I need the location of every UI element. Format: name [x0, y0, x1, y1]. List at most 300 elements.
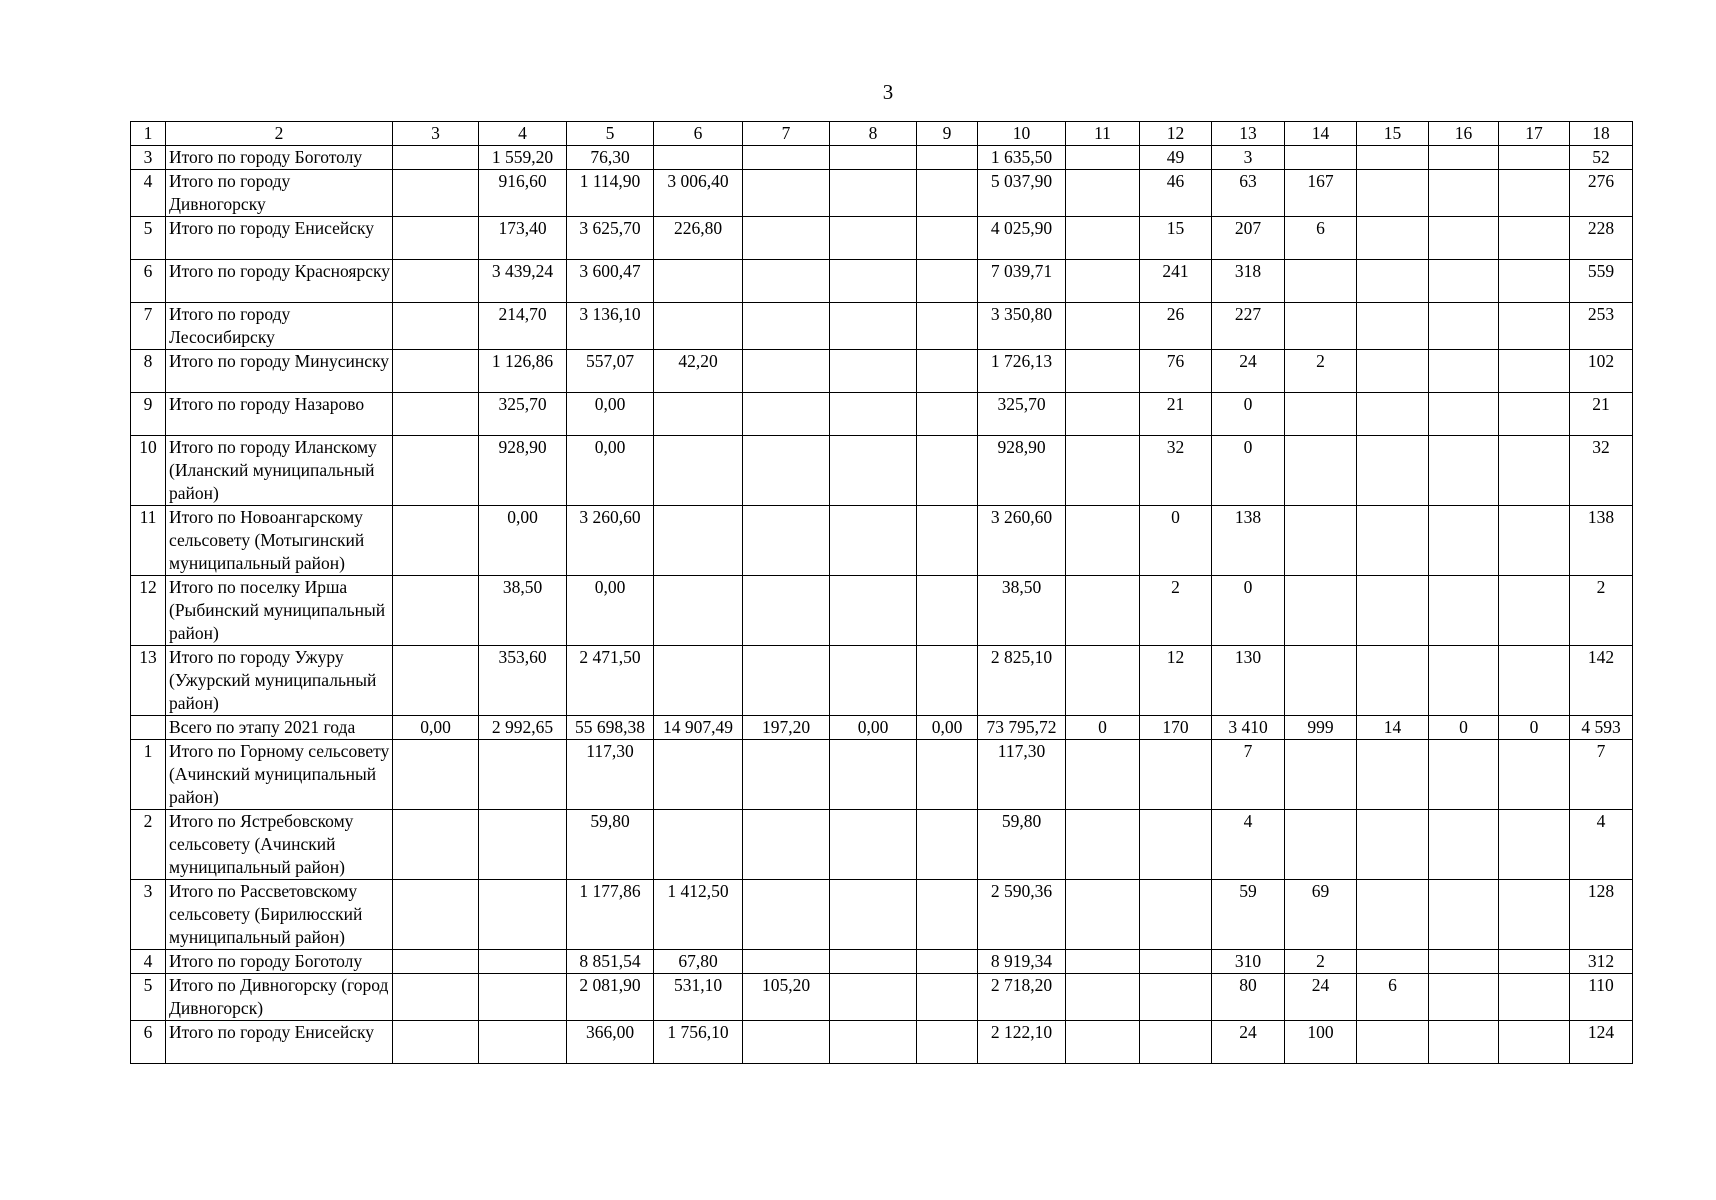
value-cell	[1499, 646, 1570, 716]
row-number-cell: 4	[131, 950, 166, 974]
value-cell	[393, 393, 479, 436]
value-cell	[917, 950, 978, 974]
value-cell	[393, 974, 479, 1021]
value-cell	[743, 393, 830, 436]
value-cell	[654, 436, 743, 506]
value-cell	[917, 740, 978, 810]
row-name-cell: Итого по городу Дивногорску	[166, 170, 393, 217]
value-cell	[1429, 950, 1499, 974]
value-cell: 0	[1212, 436, 1285, 506]
value-cell	[654, 576, 743, 646]
value-cell: 0,00	[393, 716, 479, 740]
table-row	[131, 436, 1633, 506]
value-cell	[1357, 393, 1429, 436]
table-row	[131, 646, 1633, 716]
row-name-cell: Итого по городу Енисейску	[166, 1021, 393, 1064]
row-number-cell: 13	[131, 646, 166, 716]
value-cell	[1499, 350, 1570, 393]
row-name-cell: Итого по городу Ужуру (Ужурский муниципальный район)	[166, 646, 393, 716]
table-row	[131, 716, 1633, 740]
value-cell	[917, 810, 978, 880]
value-cell	[393, 646, 479, 716]
value-cell: 42,20	[654, 350, 743, 393]
value-cell: 69	[1285, 880, 1357, 950]
value-cell: 117,30	[567, 740, 654, 810]
row-number-cell: 3	[131, 146, 166, 170]
column-header-7: 7	[743, 122, 830, 146]
value-cell: 276	[1570, 170, 1633, 217]
value-cell: 7	[1570, 740, 1633, 810]
table-row	[131, 950, 1633, 974]
value-cell: 0,00	[917, 716, 978, 740]
value-cell	[1429, 740, 1499, 810]
value-cell: 312	[1570, 950, 1633, 974]
value-cell: 0	[1212, 393, 1285, 436]
value-cell: 138	[1570, 506, 1633, 576]
value-cell	[1499, 740, 1570, 810]
value-cell	[917, 506, 978, 576]
value-cell: 1 114,90	[567, 170, 654, 217]
row-name-cell: Итого по городу Назарово	[166, 393, 393, 436]
value-cell: 353,60	[479, 646, 567, 716]
value-cell	[830, 350, 917, 393]
value-cell: 1 559,20	[479, 146, 567, 170]
value-cell: 0,00	[830, 716, 917, 740]
value-cell	[830, 303, 917, 350]
value-cell: 110	[1570, 974, 1633, 1021]
value-cell	[830, 217, 917, 260]
value-cell	[917, 393, 978, 436]
row-name-cell: Итого по городу Минусинску	[166, 350, 393, 393]
value-cell	[654, 393, 743, 436]
value-cell: 117,30	[978, 740, 1066, 810]
value-cell	[743, 170, 830, 217]
value-cell	[654, 810, 743, 880]
value-cell	[917, 303, 978, 350]
value-cell: 173,40	[479, 217, 567, 260]
value-cell	[743, 506, 830, 576]
value-cell	[1066, 217, 1140, 260]
value-cell: 142	[1570, 646, 1633, 716]
value-cell	[1499, 146, 1570, 170]
value-cell	[830, 880, 917, 950]
value-cell: 999	[1285, 716, 1357, 740]
value-cell: 557,07	[567, 350, 654, 393]
value-cell: 59,80	[567, 810, 654, 880]
column-header-11: 11	[1066, 122, 1140, 146]
value-cell	[830, 260, 917, 303]
value-cell: 2	[1285, 350, 1357, 393]
column-header-3: 3	[393, 122, 479, 146]
value-cell: 928,90	[978, 436, 1066, 506]
table-row	[131, 576, 1633, 646]
value-cell	[654, 506, 743, 576]
value-cell: 80	[1212, 974, 1285, 1021]
value-cell: 928,90	[479, 436, 567, 506]
table-row	[131, 740, 1633, 810]
value-cell: 24	[1285, 974, 1357, 1021]
value-cell: 100	[1285, 1021, 1357, 1064]
value-cell	[830, 974, 917, 1021]
value-cell: 3 006,40	[654, 170, 743, 217]
value-cell: 167	[1285, 170, 1357, 217]
value-cell	[830, 950, 917, 974]
value-cell	[830, 436, 917, 506]
value-cell	[1357, 646, 1429, 716]
value-cell: 226,80	[654, 217, 743, 260]
value-cell: 4 593	[1570, 716, 1633, 740]
value-cell	[1357, 576, 1429, 646]
value-cell	[654, 646, 743, 716]
value-cell: 8 851,54	[567, 950, 654, 974]
value-cell: 227	[1212, 303, 1285, 350]
value-cell	[917, 880, 978, 950]
value-cell	[479, 1021, 567, 1064]
value-cell: 0	[1066, 716, 1140, 740]
value-cell	[1429, 880, 1499, 950]
value-cell: 3 260,60	[567, 506, 654, 576]
value-cell: 2 590,36	[978, 880, 1066, 950]
row-number-cell: 11	[131, 506, 166, 576]
value-cell	[1066, 303, 1140, 350]
value-cell	[1066, 646, 1140, 716]
value-cell: 2 825,10	[978, 646, 1066, 716]
value-cell	[479, 950, 567, 974]
value-cell	[743, 436, 830, 506]
value-cell	[393, 350, 479, 393]
value-cell	[917, 646, 978, 716]
column-header-4: 4	[479, 122, 567, 146]
value-cell: 4	[1570, 810, 1633, 880]
value-cell	[393, 303, 479, 350]
value-cell	[393, 217, 479, 260]
value-cell: 0,00	[479, 506, 567, 576]
column-header-8: 8	[830, 122, 917, 146]
value-cell	[1357, 1021, 1429, 1064]
value-cell	[1285, 506, 1357, 576]
row-number-cell	[131, 716, 166, 740]
value-cell: 207	[1212, 217, 1285, 260]
value-cell	[1429, 646, 1499, 716]
value-cell	[1499, 393, 1570, 436]
value-cell: 38,50	[479, 576, 567, 646]
value-cell	[1499, 1021, 1570, 1064]
value-cell	[830, 576, 917, 646]
value-cell: 124	[1570, 1021, 1633, 1064]
value-cell: 128	[1570, 880, 1633, 950]
value-cell	[1357, 950, 1429, 974]
value-cell	[743, 146, 830, 170]
value-cell	[830, 146, 917, 170]
value-cell: 2	[1570, 576, 1633, 646]
value-cell	[1066, 146, 1140, 170]
value-cell	[1499, 170, 1570, 217]
value-cell	[917, 1021, 978, 1064]
column-header-1: 1	[131, 122, 166, 146]
value-cell	[743, 303, 830, 350]
value-cell	[743, 950, 830, 974]
value-cell	[1357, 740, 1429, 810]
value-cell: 0	[1429, 716, 1499, 740]
value-cell	[1066, 740, 1140, 810]
value-cell	[743, 260, 830, 303]
value-cell	[830, 810, 917, 880]
value-cell	[1499, 506, 1570, 576]
value-cell	[479, 880, 567, 950]
value-cell	[393, 506, 479, 576]
value-cell: 2 081,90	[567, 974, 654, 1021]
value-cell: 8 919,34	[978, 950, 1066, 974]
table-row	[131, 146, 1633, 170]
value-cell	[393, 170, 479, 217]
row-name-cell: Итого по городу Лесосибирску	[166, 303, 393, 350]
value-cell: 14	[1357, 716, 1429, 740]
value-cell: 1 726,13	[978, 350, 1066, 393]
value-cell: 366,00	[567, 1021, 654, 1064]
value-cell	[1285, 393, 1357, 436]
value-cell: 3 600,47	[567, 260, 654, 303]
table-row	[131, 260, 1633, 303]
value-cell: 6	[1285, 217, 1357, 260]
value-cell	[654, 146, 743, 170]
value-cell: 531,10	[654, 974, 743, 1021]
value-cell	[917, 217, 978, 260]
data-table	[130, 121, 1633, 1064]
value-cell: 46	[1140, 170, 1212, 217]
value-cell: 105,20	[743, 974, 830, 1021]
value-cell: 7 039,71	[978, 260, 1066, 303]
value-cell: 310	[1212, 950, 1285, 974]
row-name-cell: Итого по городу Красноярску	[166, 260, 393, 303]
value-cell: 15	[1140, 217, 1212, 260]
value-cell	[393, 740, 479, 810]
value-cell: 3 350,80	[978, 303, 1066, 350]
value-cell: 3 260,60	[978, 506, 1066, 576]
value-cell: 4 025,90	[978, 217, 1066, 260]
value-cell: 32	[1570, 436, 1633, 506]
value-cell: 2 718,20	[978, 974, 1066, 1021]
value-cell	[743, 646, 830, 716]
row-number-cell: 1	[131, 740, 166, 810]
value-cell: 130	[1212, 646, 1285, 716]
row-name-cell: Итого по городу Енисейску	[166, 217, 393, 260]
value-cell: 24	[1212, 350, 1285, 393]
value-cell: 916,60	[479, 170, 567, 217]
column-header-14: 14	[1285, 122, 1357, 146]
value-cell	[743, 217, 830, 260]
row-number-cell: 6	[131, 260, 166, 303]
value-cell: 170	[1140, 716, 1212, 740]
row-name-cell: Итого по городу Боготолу	[166, 146, 393, 170]
value-cell	[1429, 217, 1499, 260]
value-cell	[1066, 393, 1140, 436]
value-cell: 228	[1570, 217, 1633, 260]
value-cell	[1066, 260, 1140, 303]
value-cell	[917, 350, 978, 393]
value-cell	[1066, 810, 1140, 880]
value-cell	[1429, 576, 1499, 646]
value-cell	[654, 260, 743, 303]
value-cell: 253	[1570, 303, 1633, 350]
row-number-cell: 5	[131, 217, 166, 260]
value-cell: 0	[1212, 576, 1285, 646]
table-row	[131, 350, 1633, 393]
header-row	[131, 122, 1633, 146]
row-name-cell: Итого по Дивногорску (город Дивногорск)	[166, 974, 393, 1021]
row-name-cell: Итого по городу Иланскому (Иланский муниципальный район)	[166, 436, 393, 506]
value-cell: 32	[1140, 436, 1212, 506]
value-cell	[830, 740, 917, 810]
value-cell	[1066, 436, 1140, 506]
column-header-2: 2	[166, 122, 393, 146]
value-cell: 1 126,86	[479, 350, 567, 393]
table-row	[131, 393, 1633, 436]
value-cell: 21	[1570, 393, 1633, 436]
column-header-16: 16	[1429, 122, 1499, 146]
value-cell	[1066, 950, 1140, 974]
value-cell	[1429, 506, 1499, 576]
value-cell	[1499, 217, 1570, 260]
value-cell	[1429, 1021, 1499, 1064]
value-cell: 0,00	[567, 393, 654, 436]
value-cell: 4	[1212, 810, 1285, 880]
value-cell	[1285, 810, 1357, 880]
row-number-cell: 10	[131, 436, 166, 506]
value-cell: 73 795,72	[978, 716, 1066, 740]
value-cell	[830, 1021, 917, 1064]
value-cell	[1066, 1021, 1140, 1064]
value-cell	[1285, 303, 1357, 350]
value-cell: 197,20	[743, 716, 830, 740]
value-cell	[1429, 350, 1499, 393]
value-cell	[830, 170, 917, 217]
column-header-9: 9	[917, 122, 978, 146]
value-cell	[1285, 146, 1357, 170]
value-cell: 0,00	[567, 436, 654, 506]
value-cell: 49	[1140, 146, 1212, 170]
value-cell: 26	[1140, 303, 1212, 350]
value-cell: 0	[1499, 716, 1570, 740]
value-cell: 3 136,10	[567, 303, 654, 350]
value-cell	[393, 260, 479, 303]
value-cell	[830, 506, 917, 576]
value-cell: 325,70	[479, 393, 567, 436]
column-header-5: 5	[567, 122, 654, 146]
value-cell	[1285, 260, 1357, 303]
table-row	[131, 303, 1633, 350]
column-header-6: 6	[654, 122, 743, 146]
column-header-10: 10	[978, 122, 1066, 146]
value-cell: 1 756,10	[654, 1021, 743, 1064]
value-cell: 3 439,24	[479, 260, 567, 303]
value-cell	[393, 1021, 479, 1064]
value-cell	[1429, 170, 1499, 217]
value-cell	[1499, 950, 1570, 974]
value-cell: 241	[1140, 260, 1212, 303]
value-cell: 55 698,38	[567, 716, 654, 740]
value-cell: 59,80	[978, 810, 1066, 880]
value-cell	[1429, 146, 1499, 170]
value-cell	[479, 740, 567, 810]
value-cell: 67,80	[654, 950, 743, 974]
value-cell	[1285, 740, 1357, 810]
column-header-18: 18	[1570, 122, 1633, 146]
value-cell	[743, 1021, 830, 1064]
value-cell	[743, 740, 830, 810]
value-cell	[479, 974, 567, 1021]
value-cell	[1357, 303, 1429, 350]
row-name-cell: Итого по городу Боготолу	[166, 950, 393, 974]
value-cell	[1499, 880, 1570, 950]
value-cell: 2 992,65	[479, 716, 567, 740]
value-cell: 1 412,50	[654, 880, 743, 950]
value-cell	[1357, 170, 1429, 217]
value-cell: 0,00	[567, 576, 654, 646]
value-cell	[1499, 810, 1570, 880]
value-cell	[1066, 506, 1140, 576]
value-cell	[917, 146, 978, 170]
value-cell: 2	[1285, 950, 1357, 974]
row-name-cell: Всего по этапу 2021 года	[166, 716, 393, 740]
value-cell	[743, 880, 830, 950]
value-cell: 38,50	[978, 576, 1066, 646]
value-cell	[917, 170, 978, 217]
value-cell: 52	[1570, 146, 1633, 170]
row-number-cell: 9	[131, 393, 166, 436]
value-cell	[743, 576, 830, 646]
table-row	[131, 880, 1633, 950]
value-cell: 2 471,50	[567, 646, 654, 716]
column-header-17: 17	[1499, 122, 1570, 146]
row-name-cell: Итого по Рассветовскому сельсовету (Бирилюсский муниципальный район)	[166, 880, 393, 950]
value-cell: 3	[1212, 146, 1285, 170]
value-cell: 559	[1570, 260, 1633, 303]
value-cell	[1499, 576, 1570, 646]
value-cell	[917, 260, 978, 303]
value-cell	[654, 740, 743, 810]
table-row	[131, 217, 1633, 260]
value-cell	[1140, 950, 1212, 974]
row-number-cell: 7	[131, 303, 166, 350]
value-cell	[1285, 576, 1357, 646]
value-cell	[1140, 740, 1212, 810]
value-cell: 138	[1212, 506, 1285, 576]
table-row	[131, 810, 1633, 880]
value-cell: 5 037,90	[978, 170, 1066, 217]
row-name-cell: Итого по Горному сельсовету (Ачинский муниципальный район)	[166, 740, 393, 810]
row-number-cell: 2	[131, 810, 166, 880]
table-row	[131, 506, 1633, 576]
value-cell: 12	[1140, 646, 1212, 716]
row-name-cell: Итого по Новоангарскому сельсовету (Мотыгинский муниципальный район)	[166, 506, 393, 576]
value-cell: 14 907,49	[654, 716, 743, 740]
value-cell: 76	[1140, 350, 1212, 393]
value-cell: 325,70	[978, 393, 1066, 436]
value-cell	[1066, 880, 1140, 950]
value-cell	[393, 810, 479, 880]
value-cell	[917, 436, 978, 506]
value-cell	[654, 303, 743, 350]
value-cell	[1066, 350, 1140, 393]
value-cell	[393, 880, 479, 950]
value-cell	[1357, 810, 1429, 880]
value-cell: 214,70	[479, 303, 567, 350]
value-cell	[1066, 170, 1140, 217]
value-cell	[1499, 436, 1570, 506]
value-cell	[1357, 217, 1429, 260]
value-cell	[479, 810, 567, 880]
value-cell: 2	[1140, 576, 1212, 646]
